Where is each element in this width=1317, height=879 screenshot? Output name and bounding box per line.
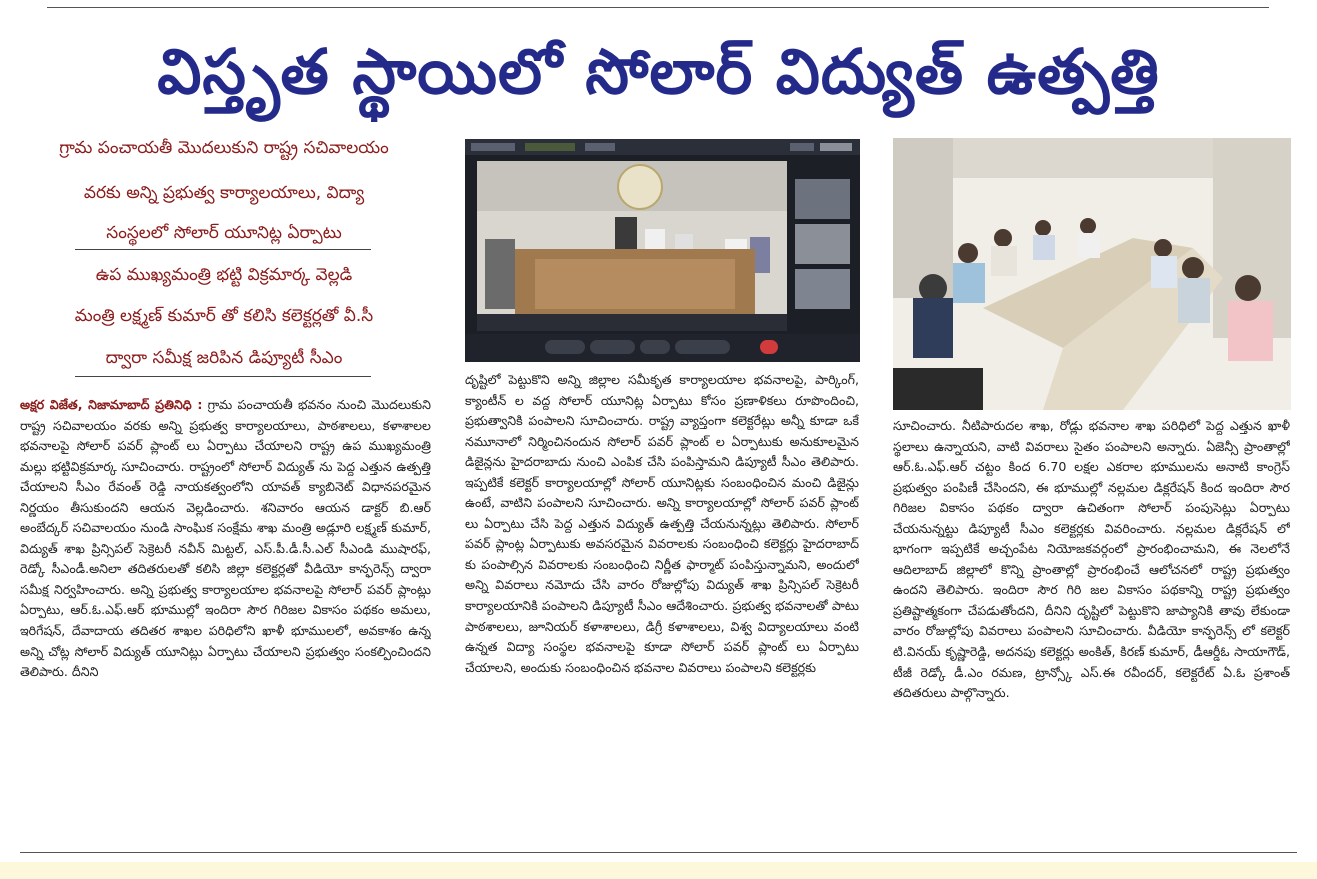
deck-line-1: గ్రామ పంచాయతీ మొదలుకుని రాష్ట్ర సచివాలయం xyxy=(59,138,389,158)
deck-line-3: సంస్థలలో సోలార్ యూనిట్ల ఏర్పాటు xyxy=(106,223,342,243)
byline: అక్షర విజేత, నిజామాబాద్ ప్రతినిధి : xyxy=(20,397,203,412)
deck-line-6: ద్వారా సమీక్ష జరిపిన డిప్యూటీ సీఎం xyxy=(105,348,343,368)
deck-rule-1 xyxy=(75,249,371,250)
column-2-text: దృష్టిలో పెట్టుకొని అన్ని జిల్లాల సమీకృత కార్యాలయాల భవనాలపై, పార్కింగ్, క్యాంటీన్ ల వద్ద సోలార్ యూనిట్ల ఏర్పాటు కోసం ప్రణాళికలు రూపొందించి, ప్రభుత్వానికి పంపాలని సూచించారు. రాష్ట్ర వ్యాప్తంగా కలెక్టరేట్లు అన్నీ కూడా ఒకే నమూనాలో నిర్మించినందున సోలార్ పవర్ ప్లాంట్ ల ఏర్పాటుకు అనుకూలమైన డిజైన్లను హైదరాబాదు నుంచి ఎంపిక చేసి పంపిస్తామని డిప్యూటీ సీఎం తెలిపారు. ఇప్పటికే కలెక్టర్ కార్యాలయాల్లో సోలార్ యూనిట్లకు సంబంధించిన మంచి డిజైన్లు ఉంటే, వాటిని పంపాలని సూచించారు. అన్ని కార్యాలయాల్లో సోలార్ పవర్ ప్లాంట్ లు ఏర్పాటు చేసి పెద్ద ఎత్తున విద్యుత్ ఉత్పత్తి చేయనున్నట్లు తెలిపారు. సోలార్ పవర్ ప్లాంట్ల ఏర్పాటుకు అవసరమైన వివరాలకు సంబంధించి కలెక్టర్లు హైదరాబాద్ కు పంపాల్సిన వివరాలకు సంబంధించి నిర్ణీత ఫార్మాట్ పంపిస్తున్నామని, అందులో అన్ని వివరాలు నమోదు చేసి వారం రోజుల్లోపు విద్యుత్ శాఖ ప్రిన్సిపల్ సెక్రెటరీ కార్యాలయానికి పంపాలని డిప్యూటీ సీఎం ఆదేశించారు. ప్రభుత్వ భవనాలతో పాటు పాఠశాలలు, జూనియర్ కళాశాలలు, డిగ్రీ కళాశాలలు, విశ్వ విద్యాలయాలు వంటి ఉన్నత విద్యా సంస్థల భవనాలపై కూడా సోలార్ పవర్ ప్లాంట్ లు ఏర్పాటు చేయాలని, అందుకు సంబంధించిన భవనాల వివరాలు పంపాలని కలెక్టర్లకు xyxy=(465,372,859,675)
article-column-2 xyxy=(465,370,859,849)
headline: విస్తృత స్థాయిలో సోలార్ విద్యుత్ ఉత్పత్తి xyxy=(157,35,1160,108)
video-conference-photo xyxy=(465,139,860,362)
deck-line-5: మంత్రి లక్ష్మణ్ కుమార్ తో కలిసి కలెక్టర్లతో వీ.సీ xyxy=(74,306,374,326)
bottom-strip xyxy=(0,862,1317,879)
deck-line-2: వరకు అన్ని ప్రభుత్వ కార్యాలయాలు, విద్యా xyxy=(83,183,365,203)
meeting-room-photo xyxy=(893,138,1291,410)
article-column-3 xyxy=(893,416,1290,849)
column-3-text: సూచించారు. నీటిపారుదల శాఖ, రోడ్లు భవనాల శాఖ పరిధిలో పెద్ద ఎత్తున ఖాళీ స్థలాలు ఉన్నాయని, వాటి వివరాలు సైతం పంపాలని అన్నారు. ఏజెన్సీ ప్రాంతాల్లో ఆర్.ఓ.ఎఫ్.ఆర్ చట్టం కింద 6.70 లక్షల ఎకరాల భూములను అనాటి కాంగ్రెస్ ప్రభుత్వం పంపిణీ చేసిందని, ఈ భూముల్లో నల్లమల డిక్లరేషన్ కింద ఇందిరా సౌర గిరిజల వికాసం పథకం ద్వారా ఉచితంగా సోలార్ పంపుసెట్లు ఏర్పాటు చేయనున్నట్టు డిప్యూటీ సీఎం కలెక్టర్లకు వివరించారు. నల్లమల డిక్లరేషన్ లో భాగంగా ఇప్పటికే అచ్చంపేట నియోజకవర్గంలో ప్రారంభించామని, ఈ నెలలోనే ఆదిలాబాద్ జిల్లాలో కొన్ని ప్రాంతాల్లో ప్రారంభించే ఆలోచనలో రాష్ట్ర ప్రభుత్వం ఉందని తెలిపారు. ఇందిరా సౌర గిరి జల వికాసం పథకాన్ని రాష్ట్ర ప్రభుత్వం ప్రతిష్టాత్మకంగా చేపడుతోందని, దీనిని దృష్టిలో పెట్టుకొని జాప్యానికి తావు లేకుండా వారం రోజుల్లోపు వివరాలు పంపాలని సూచించారు. వీడియో కాన్ఫరెన్స్ లో కలెక్టర్ టి.వినయ్ కృష్ణారెడ్డి, అదనపు కలెక్టర్లు అంకిత్, కిరణ్ కుమార్, డీఆర్డీఓ సాయాగౌడ్, టీజీ రెడ్కో డీ.ఎం రమణ, ట్రాన్స్కో ఎస్.ఈ రవీందర్, కలెక్టరేట్ ఏ.ఓ ప్రశాంత్ తదితరులు పాల్గొన్నారు. xyxy=(893,418,1290,701)
meeting-room-image xyxy=(893,138,1291,410)
top-rule xyxy=(47,7,1269,8)
article-column-1 xyxy=(20,395,431,849)
deck-line-4: ఉప ముఖ్యమంత్రి భట్టి విక్రమార్క వెల్లడి xyxy=(95,265,353,285)
column-1-text: గ్రామ పంచాయతీ భవనం నుంచి మొదలుకుని రాష్ట్ర సచివాలయం వరకు అన్ని ప్రభుత్వ కార్యాలయాలు, పాఠశాలలు, కళాశాలల భవనాలపై సోలార్ పవర్ ప్లాంట్ లు ఏర్పాటు చేయాలని రాష్ట్ర ఉప ముఖ్యమంత్రి మల్లు భట్టివిక్రమార్క సూచించారు. రాష్ట్రంలో సోలార్ విద్యుత్ ను పెద్ద ఎత్తున ఉత్పత్తి చేయాలని సీఎం రేవంత్ రెడ్డి నాయకత్వంలోని యావత్ క్యాబినెట్ విధానపరమైన నిర్ణయం తీసుకుందని ఆయన వెల్లడించారు. శనివారం ఆయన డాక్టర్ బి.ఆర్ అంబేద్కర్ సచివాలయం నుండి సాంఘిక సంక్షేమ శాఖ మంత్రి అడ్లూరి లక్ష్మణ్ కుమార్, విద్యుత్ శాఖ ప్రిన్సిపల్ సెక్రెటరీ నవీన్ మిట్టల్, ఎస్.పీ.డీ.సీ.ఎల్ సీఎండి ముషారఫ్, రెడ్కో సీఎండీ.అనిలా తదితరులతో కలిసి జిల్లా కలెక్టర్లతో వీడియో కాన్ఫరెన్స్ ద్వారా సమీక్ష నిర్వహించారు. అన్ని ప్రభుత్వ కార్యాలయాల భవనాలపై సోలార్ పవర్ ప్లాంట్లు ఏర్పాటు, ఆర్.ఓ.ఎఫ్.ఆర్ భూముల్లో ఇందిరా సౌర గిరిజల వికాసం పథకం అమలు, ఇరిగేషన్, దేవాదాయ తదితర శాఖల పరిధిలోని ఖాళీ భూములలో, అవకాశం ఉన్న అన్ని చోట్ల సోలార్ విద్యుత్ యూనిట్లు ఏర్పాటు చేయాలని ప్రభుత్వం సంకల్పించిందని తెలిపారు. దీనిని xyxy=(20,397,431,680)
bottom-rule xyxy=(20,852,1297,853)
deck-rule-2 xyxy=(75,376,371,377)
video-conference-image xyxy=(465,139,860,362)
